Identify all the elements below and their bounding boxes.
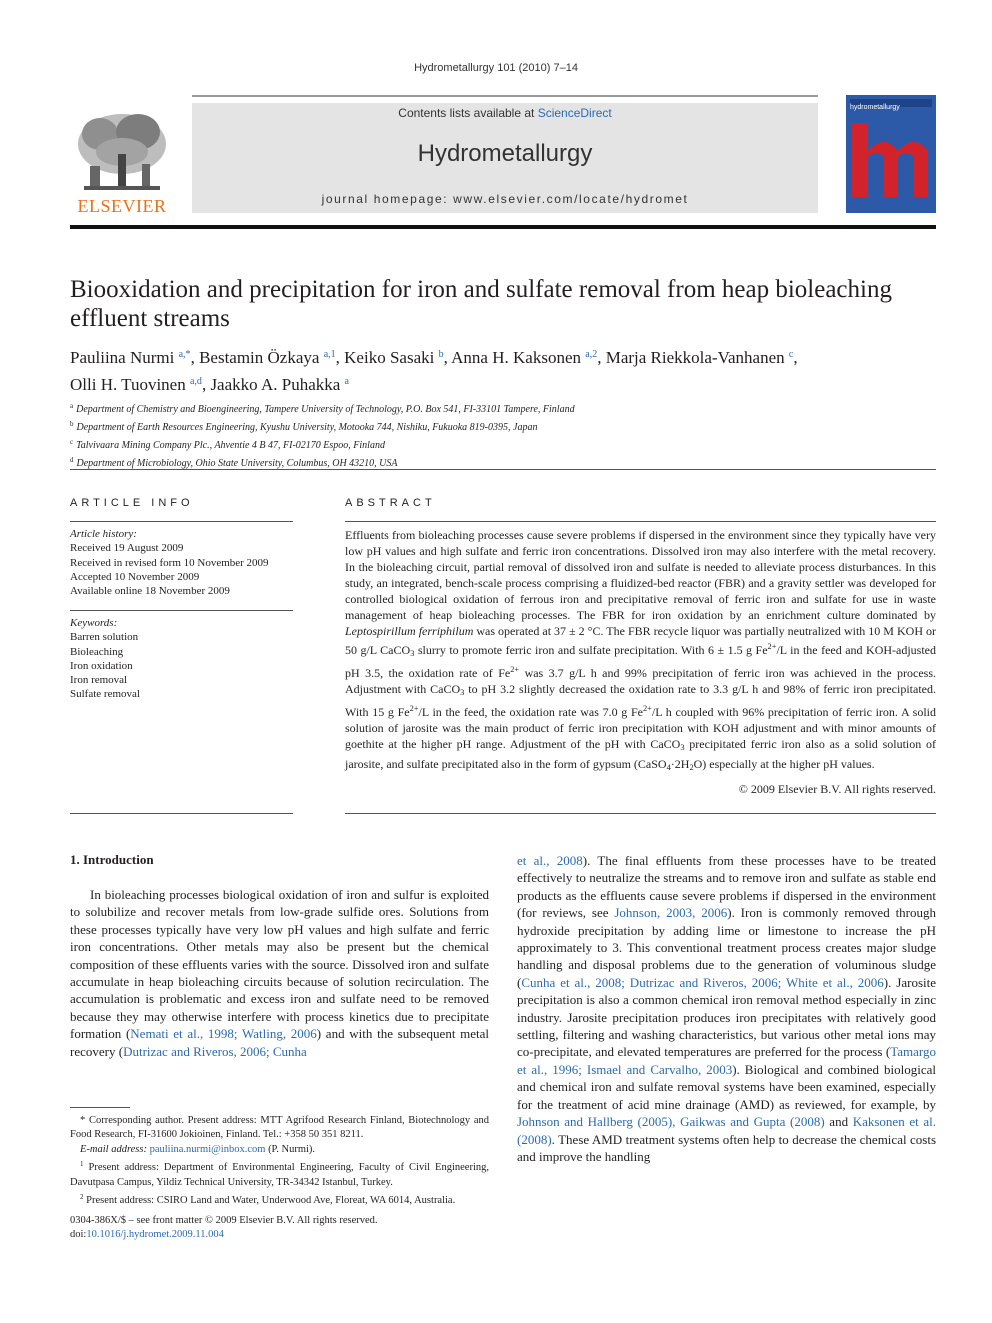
email-note: E-mail address: pauliina.nurmi@inbox.com (P. Nurmi). [80,1143,316,1155]
keyword: Sulfate removal [70,688,140,701]
author-affiliation-marker: a [344,376,349,387]
article-info-heading: ARTICLE INFO [70,497,194,509]
organism-name: Leptospirillum ferriphilum [345,624,474,638]
citation-link[interactable]: Nemati et al., 1998; Watling, 2006 [130,1026,317,1042]
abstract-heading: ABSTRACT [345,497,436,509]
contents-line [192,106,818,120]
author[interactable]: Pauliina Nurmi $^{a,*}$ [70,348,191,367]
article-info-rule [70,813,293,814]
author-affiliation-marker: a,* [178,349,191,360]
citation-link[interactable]: Kaksonen et al. (2008) [517,1114,936,1147]
author[interactable]: Jaakko A. Puhakka $^a$ [210,375,349,394]
issn-line: 0304-386X/$ – see front matter © 2009 Elsevier B.V. All rights reserved. [70,1215,378,1226]
sciencedirect-link[interactable]: ScienceDirect [537,106,612,120]
front-matter [70,1214,378,1243]
abstract-text: Effluents from bioleaching processes cause severe problems if dispersed in the environment since they typically have very low pH values and high sulfate and ferric iron concentrations. Dissolved iron may also interfere with the metal recovery. In the bioleaching circuit, partial removal of dissolved iron and sulfate is needed to alleviate process disturbances. In this study, an integrated, bench-scale process comprising a fluidized-bed reactor (FBR) and a gravity settler was developed for controlled biological oxidation of ferrous iron and precipitative removal of ferric iron and sulfate for use in waste management of heap bioleaching processes. The FBR for iron oxidation by an enrichment culture dominated by Leptospirillum ferriphilum was operated at 37 ± 2 °C. The FBR recycle liquor was partially neutralized with 10 M KOH or 50 g/L CaCO$_3$ slurry to promote ferric iron and sulfate precipitation. With 6 ± 1.5 g $Fe^{2+}/L$ in the feed and KOH-adjusted pH 3.5, the oxidation rate of $Fe^{2+}$ was 3.7 g/L h and 99% precipitation of ferric iron was achieved in the process. Adjustment with CaCO$_3$ to pH 3.2 slightly decreased the oxidation rate to 3.3 g/L h and 98% of ferric iron precipitated. With 15 g $Fe^{2+}/L$ in the feed, the oxidation rate was 7.0 g $Fe^{2+}/L$ h coupled with 96% precipitation of ferric iron. A solid solution of jarosite was the main product of ferric iron precipitation with KOH adjustment and with minor amounts of goethite at the higher pH range. Adjustment of the pH with CaCO$_3$ precipitated ferric iron also as a solid solution of jarosite, and sulfate precipitated also in the form of gypsum $(CaSO_4\cdot 2H_2O)$ especially at the higher pH values. [345,528,937,772]
author[interactable]: Anna H. Kaksonen $^{a,2}$ [451,348,598,367]
header-rule [192,95,818,97]
author[interactable]: Marja Riekkola-Vanhanen $^c$ [605,348,794,367]
section-heading: 1. Introduction [70,852,154,867]
abstract-rule [345,813,936,814]
keyword-list [70,616,140,702]
author-affiliation-marker: b [438,349,444,360]
abstract-rule [345,521,936,522]
author-affiliation-marker: a,d [189,376,202,387]
body-column-left: In bioleaching processes biological oxidation of iron and sulfur is exploited to solubilize and recover metals from low-grade sulfide ores. Solutions from these processes typically have very low pH values and high sulfate and ferric iron concentrations. Other metals may also be present but the chemical composition of these effluents varies with the source. Dissolved iron and sulfate accumulate in heap bioleaching circuits because of solution recirculation. The accumulation is problematic and excess iron and sulfate need to be removed because they may otherwise interfere with process kinetics due to precipitate formation (Nemati et al., 1998; Watling, 2006) and with the subsequent metal recovery (Dutrizac and Riveros, 2006; Cunha [70,887,489,1059]
affiliation: $^d$ Department of Microbiology, Ohio State University, Columbus, OH 43210, USA [70,456,398,469]
keywords-heading: Keywords: [70,617,118,629]
doi-link[interactable]: 10.1016/j.hydromet.2009.11.004 [86,1229,224,1241]
body-column-right: et al., 2008). The final effluents from these processes have to be treated effectively to neutralize the streams and to remove iron and sulfate as stable end products as the effluents cause severe problems if dispersed in the environment (for reviews, see Johnson, 2003, 2006). Iron is commonly removed through hydroxide precipitation by adding lime or limestone to increase the pH approximately to 3. This conventional treatment process creates major sludge handling and disposal problems due to the generation of voluminous sludge (Cunha et al., 2008; Dutrizac and Riveros, 2006; White et al., 2006). Jarosite precipitation is also a common chemical iron removal method especially in zinc industry. Jarosite precipitation produces iron precipitates with relatively good settling, filtering and washing characteristics, but various other metal ions may co-precipitate, and elevated temperatures are preferred for the process (Tamargo et al., 1996; Ismael and Carvalho, 2003). Biological and combined biological and chemical iron and sulfate removal systems have been examined, especially for the treatment of acid mine drainage (AMD) as reviewed, for example, by Johnson and Hallberg (2005), Gaikwas and Gupta (2008) and Kaksonen et al. (2008). These AMD treatment systems often help to decrease the chemical costs and improve the handling [517,853,937,1164]
author-affiliation-marker: c [788,349,794,360]
author-affiliation-marker: a,1 [323,349,336,360]
citation-link[interactable]: Cunha et al., 2008; Dutrizac and Riveros, 2006; White et al., 2006 [521,974,884,990]
doi-line: doi:10.1016/j.hydromet.2009.11.004 [70,1229,224,1241]
cover-title: hydrometallurgy [850,104,900,111]
footnote: $^1$ Present address: Department of Environmental Engineering, Faculty of Civil Engineering, Davutpasa Campus, Yildiz Technical University, TR-34342 Istanbul, Turkey. [70,1160,489,1188]
journal-homepage[interactable]: journal homepage: www.elsevier.com/locate/hydromet [321,192,689,206]
corresponding-author-note: * Corresponding author. Present address: MTT Agrifood Research Finland, Biotechnology and Food Research, FI-31600 Jokioinen, Finland. Tel.: +358 50 351 8211. [70,1115,489,1141]
footnote-rule [70,1107,130,1108]
affiliation: $^b$ Department of Earth Resources Engineering, Kyushu University, Motooka 744, Nishiku, Fukuoka 819-0395, Japan [70,420,538,433]
history-item: Accepted 10 November 2009 [70,570,200,583]
affiliation: $^c$ Talvivaara Mining Company Plc., Ahventie 4 B 47, FI-02170 Espoo, Finland [70,438,385,451]
article-title: Biooxidation and precipitation for iron and sulfate removal from heap bioleaching effluent streams [70,276,892,332]
footnote: $^2$ Present address: CSIRO Land and Water, Underwood Ave, Floreat, WA 6014, Australia. [80,1193,456,1207]
abstract-copyright: © 2009 Elsevier B.V. All rights reserved. [738,782,936,796]
keyword: Iron oxidation [70,659,133,672]
author-affiliation-marker: a,2 [585,349,598,360]
history-item: Available online 18 November 2009 [70,585,230,598]
article-history [70,527,269,598]
author[interactable]: Keiko Sasaki $^b$ [344,348,444,367]
journal-citation: Hydrometallurgy 101 (2010) 7–14 [414,62,578,74]
history-heading: Article history: [70,528,137,540]
email-link[interactable]: pauliina.nurmi@inbox.com [149,1143,266,1155]
citation-link[interactable]: Johnson, 2003, 2006 [614,905,728,921]
affiliation-list [70,399,936,471]
article-info-rule [70,610,293,611]
contents-prefix: Contents lists available at [398,106,538,120]
history-item: Received in revised form 10 November 2009 [70,556,269,569]
citation-link[interactable]: Tamargo et al., 1996; Ismael and Carvalho, 2003 [517,1044,936,1077]
author-list: Pauliina Nurmi $^{a,*}$, Bestamin Özkaya $^{a,1}$, Keiko Sasaki $^b$, Anna H. Kaksonen $^{a,2}$, Marja Riekkola-Vanhanen $^c$, Olli H. Tuovinen $^{a,d}$, Jaakko A. Puhakka $^a$ [70,348,798,394]
elsevier-wordmark: ELSEVIER [77,196,167,216]
keyword: Bioleaching [70,645,124,658]
author[interactable]: Olli H. Tuovinen $^{a,d}$ [70,375,202,394]
citation-link[interactable]: et al., 2008 [517,853,583,868]
keyword: Barren solution [70,631,139,644]
author[interactable]: Bestamin Özkaya $^{a,1}$ [199,348,336,367]
footnotes [70,1114,489,1208]
affiliation-divider [70,469,936,470]
history-item: Received 19 August 2009 [70,542,184,555]
keyword: Iron removal [70,674,128,687]
journal-cover-thumbnail[interactable] [846,95,936,213]
header-divider [70,225,936,229]
affiliation: $^a$ Department of Chemistry and Bioengineering, Tampere University of Technology, P.O. Box 541, FI-33101 Tampere, Finland [70,402,575,415]
journal-name: Hydrometallurgy [417,140,593,167]
citation-link[interactable]: Dutrizac and Riveros, 2006; Cunha [123,1043,307,1059]
citation-link[interactable]: Johnson and Hallberg (2005), Gaikwas and Gupta (2008) [517,1114,825,1130]
article-info-rule [70,521,293,522]
